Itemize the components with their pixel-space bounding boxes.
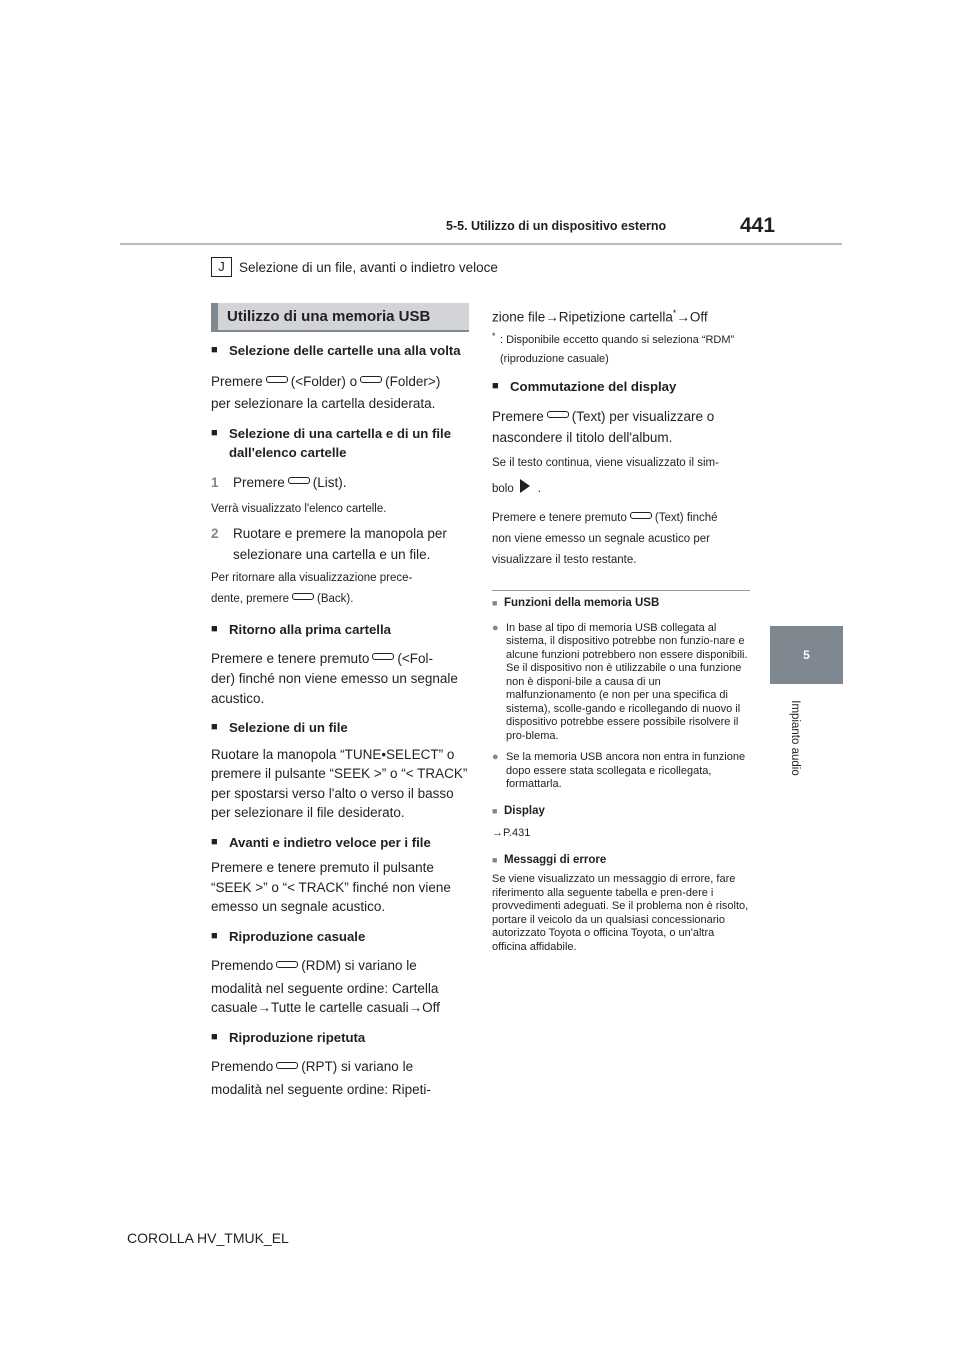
button-icon [276, 961, 298, 968]
text: (Text) per visualizzare o nascondere il titolo dell'album. [492, 408, 715, 445]
text: (<Folder) o [290, 373, 358, 389]
text: Ruotare e premere la manopola per selezionare una cartella e un file. [233, 526, 447, 562]
heading-select-folder-file: ■ Selezione di una cartella e di un file dall'elenco cartelle [211, 424, 469, 463]
note-list: Verrà visualizzato l'elenco cartelle. [211, 503, 387, 515]
heading-usb-functions: ■ Funzioni della memoria USB [492, 594, 750, 614]
text: (<Fol- [397, 650, 433, 666]
heading-select-file: ■ Selezione di un file [211, 718, 469, 738]
para-fast-forward: Premere e tenere premuto il pulsante “SEEK >” o “< TRACK” finché non viene emesso un segnale acustico. [211, 860, 451, 914]
step-number: 2 [211, 526, 219, 541]
para-select-file: Ruotare la manopola “TUNE•SELECT” o premere il pulsante “SEEK >” o “< TRACK” per spostarsi verso l'alto o verso il basso per selezionare il file desiderato. [211, 746, 468, 820]
heading-select-folders: ■ Selezione delle cartelle una alla volta [211, 341, 469, 361]
chapter-label-text: Impianto audio [789, 700, 801, 776]
heading-repeat: ■ Riproduzione ripetuta [211, 1028, 469, 1048]
text: . [537, 482, 541, 495]
button-icon [288, 477, 310, 484]
text: Premere e tenere premuto [211, 650, 370, 666]
section-title: Utilizzo di una memoria USB [211, 303, 469, 332]
para-random [211, 956, 469, 976]
text: bolo [492, 482, 514, 495]
page-number: 441 [740, 214, 776, 237]
text: dente, premere [211, 593, 289, 605]
note-back-1: Per ritornare alla visualizzazione prece- [211, 572, 413, 584]
button-icon [292, 593, 314, 600]
bullet-usb-2: ● Se la memoria USB ancora non entra in funzione dopo essere stata scollegata e ricollegata, formattarla. [492, 751, 750, 792]
button-icon [547, 411, 569, 418]
step-2 [211, 523, 469, 565]
text: zione file→Ripetizione cartella [492, 309, 673, 325]
footer-model: COROLLA HV_TMUK_EL [127, 1230, 289, 1246]
heading-display: ■ Display [492, 802, 750, 822]
para-display-switch [492, 406, 750, 448]
text: Premere [211, 373, 263, 389]
continue-symbol-icon [520, 479, 530, 493]
step-1 [211, 473, 469, 493]
heading-display-switch: ■ Commutazione del display [492, 377, 750, 397]
header-divider [120, 243, 842, 245]
chapter-tab: 5 [770, 626, 843, 684]
text: Premendo [211, 958, 274, 973]
button-icon [266, 376, 288, 383]
text: (Back). [317, 593, 354, 605]
info-block [492, 594, 750, 954]
text: (RPT) si variano le [301, 1059, 414, 1074]
para-first-folder [211, 649, 469, 669]
para-errors: Se viene visualizzato un messaggio di errore, fare riferimento alla seguente tabella e pren-dere i provvedimenti adeguati. Se il problema non è risolto, portare il veicolo da un qualsiasi concessionario autorizzato Toyota o officina Toyota, o un'altra officina affidabile. [492, 873, 749, 953]
para-folders-2: per selezionare la cartella desiderata. [211, 396, 436, 411]
header-section-title: 5-5. Utilizzo di un dispositivo esterno [446, 219, 667, 233]
footnote-mark: * [672, 308, 677, 318]
step-number: 1 [211, 474, 219, 490]
para-random-2: modalità nel seguente ordine: Cartella casuale→Tutte le cartelle casuali→Off [211, 980, 440, 1015]
right-column [492, 304, 750, 571]
callout-letter: J [211, 257, 232, 277]
button-icon [630, 512, 652, 519]
left-column [211, 341, 469, 1099]
heading-first-folder: ■ Ritorno alla prima cartella [211, 620, 469, 640]
text: Premere [492, 408, 544, 424]
footnote [492, 331, 750, 369]
text: (Text) finché [654, 511, 718, 524]
para-folders [211, 372, 469, 392]
button-icon [276, 1062, 298, 1069]
text: Premere [233, 474, 285, 490]
note-back-2 [211, 589, 469, 610]
note-hold-2: non viene emesso un segnale acustico per visualizzare il testo restante. [492, 532, 711, 566]
note-symbol [492, 479, 750, 500]
button-icon [360, 376, 382, 383]
text: (Folder>) [385, 373, 441, 389]
heading-errors: ■ Messaggi di errore [492, 851, 750, 871]
note-hold [492, 508, 750, 529]
para-repeat-cont [492, 304, 750, 327]
bullet-usb-1: ● In base al tipo di memoria USB collegata al sistema, il dispositivo potrebbe non funzio-nare e alcune funzioni potrebbero non essere disponibili. Se il dispositivo non è utilizzabile o una funzione non è disponi-bile a causa di un malfunzionamento (e non per una specifica di sistema), scolle-gando e ricollegando di nuovo il dispositivo potrebbe essere possibile risolvere il pro-blema. [492, 622, 750, 744]
text: : Disponibile eccetto quando si seleziona “RDM” (riproduzione casuale) [500, 334, 735, 365]
info-divider [492, 590, 750, 591]
page-reference: →P.431 [492, 827, 531, 839]
para-first-folder-2: der) finché non viene emesso un segnale acustico. [211, 671, 458, 706]
footnote-mark: * [492, 331, 496, 341]
callout-j [211, 257, 498, 277]
chapter-label [762, 688, 828, 788]
heading-random: ■ Riproduzione casuale [211, 927, 469, 947]
text: Premendo [211, 1059, 274, 1074]
para-repeat-2: modalità nel seguente ordine: Ripeti- [211, 1081, 431, 1097]
para-repeat [211, 1057, 469, 1077]
button-icon [372, 653, 394, 660]
heading-fast-forward: ■ Avanti e indietro veloce per i file [211, 833, 469, 853]
text: →Off [676, 309, 708, 325]
text: (List). [312, 474, 347, 490]
text: (RDM) si variano le [301, 958, 417, 973]
text: Premere e tenere premuto [492, 511, 627, 524]
note-continue: Se il testo continua, viene visualizzato il sim- [492, 456, 719, 469]
callout-text: Selezione di un file, avanti o indietro veloce [239, 259, 498, 275]
